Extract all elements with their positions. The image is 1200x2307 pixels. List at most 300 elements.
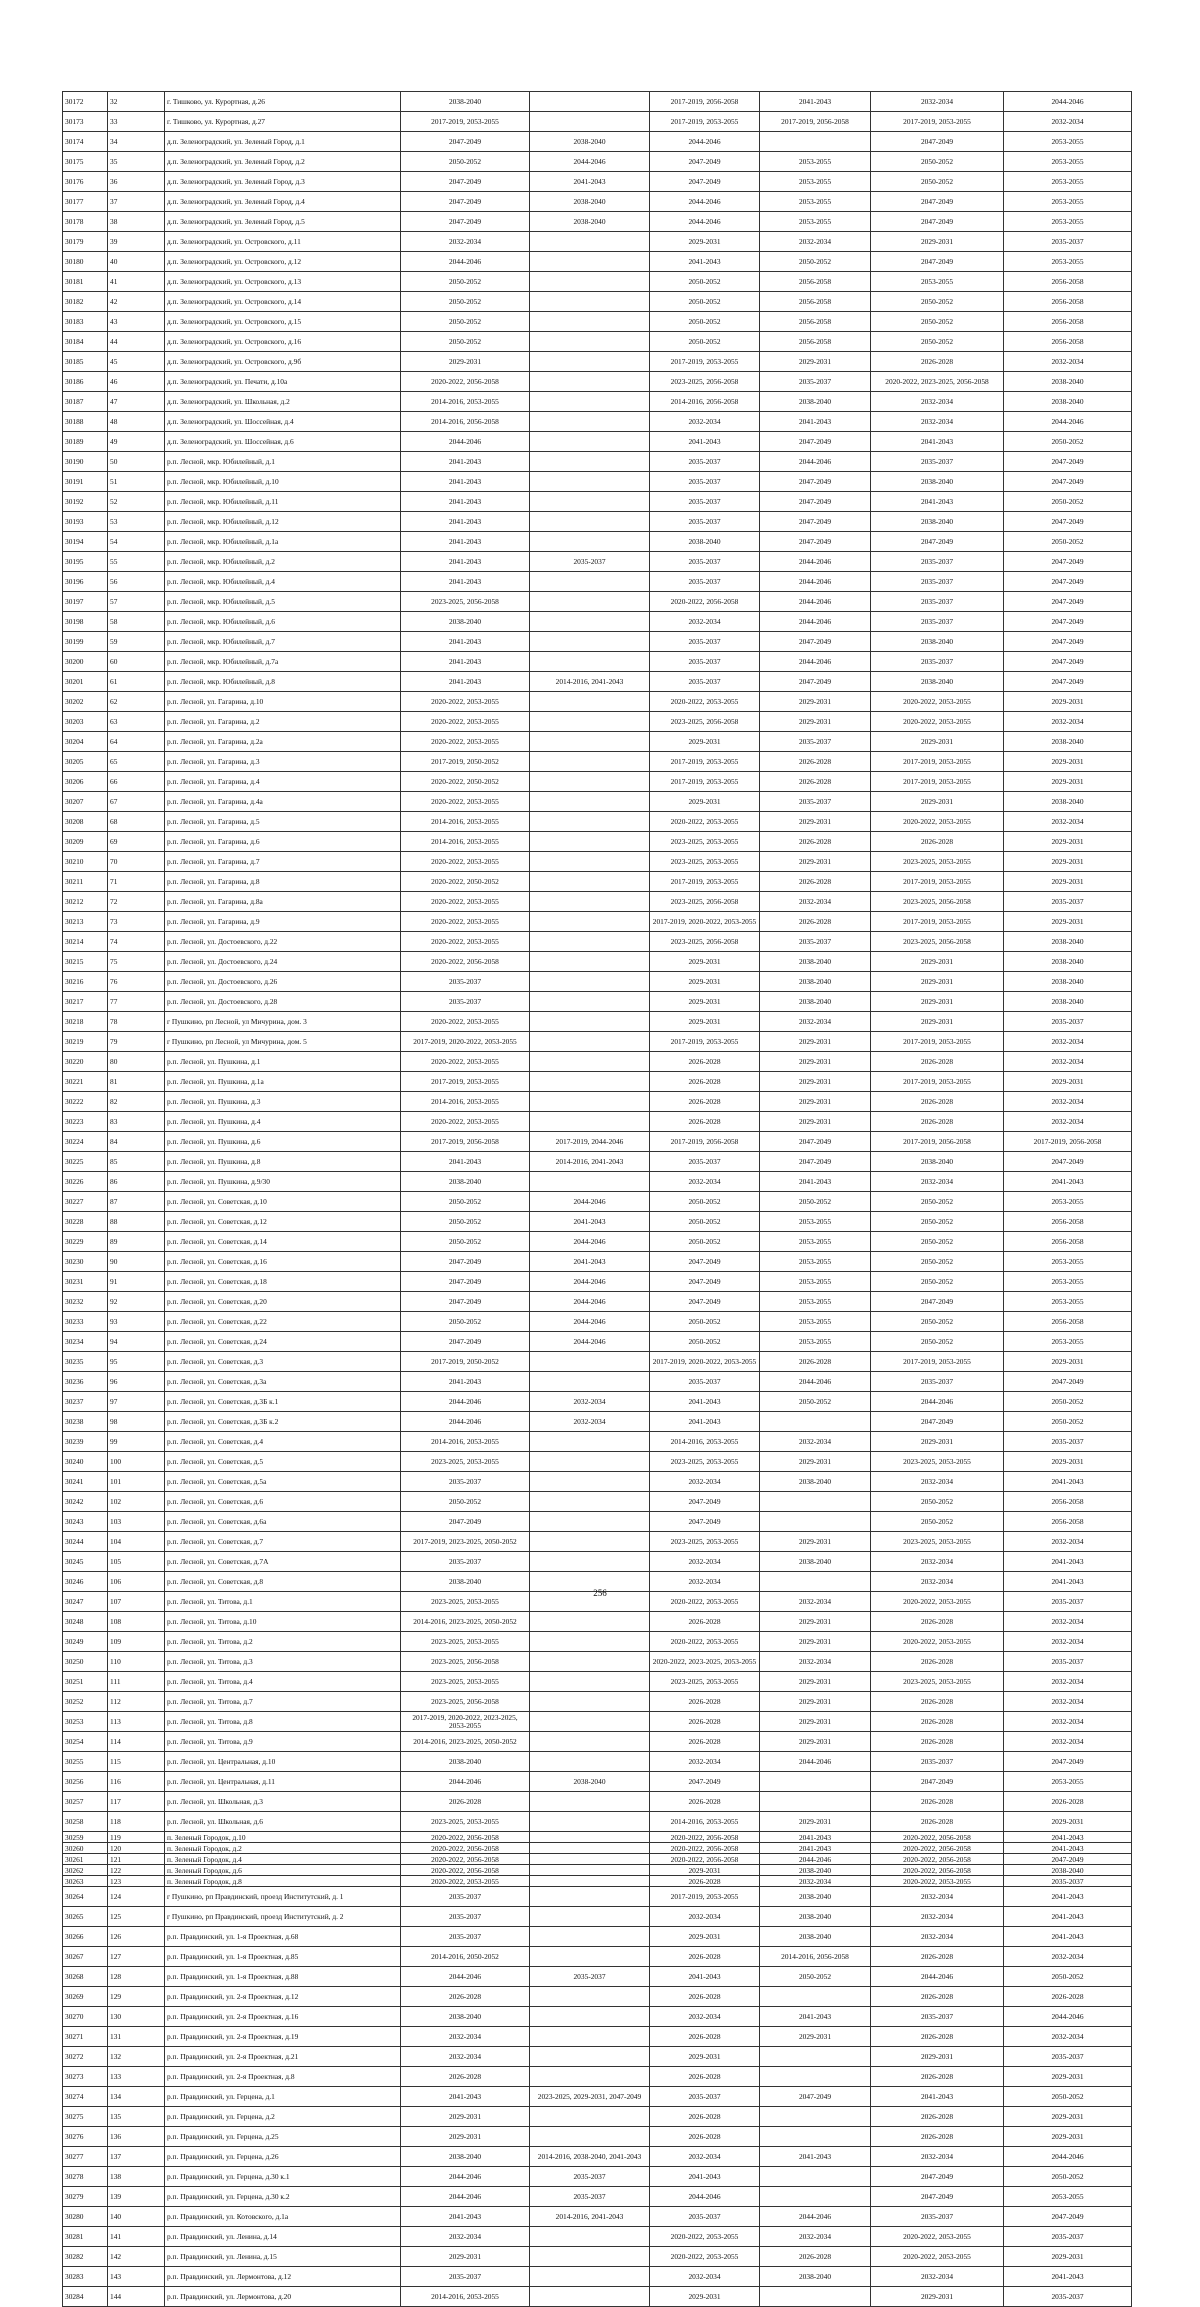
address-cell: д.п. Зеленоградский, ул. Островского, д.15 [165,312,401,332]
period-6-cell: 2047-2049 [1004,1372,1132,1392]
period-2-cell [530,772,650,792]
period-1-cell: 2020-2022, 2053-2055 [401,1012,530,1032]
record-id-cell: 30174 [63,132,108,152]
row-number-cell: 69 [108,832,165,852]
period-3-cell: 2020-2022, 2056-2058 [650,592,760,612]
period-5-cell: 2044-2046 [871,1392,1004,1412]
period-2-cell: 2014-2016, 2041-2043 [530,2207,650,2227]
row-number-cell: 84 [108,1132,165,1152]
record-id-cell: 30183 [63,312,108,332]
row-number-cell: 128 [108,1967,165,1987]
period-3-cell: 2020-2022, 2053-2055 [650,812,760,832]
period-4-cell: 2050-2052 [760,1967,871,1987]
period-3-cell: 2035-2037 [650,492,760,512]
period-1-cell: 2044-2046 [401,252,530,272]
period-3-cell: 2026-2028 [650,1092,760,1112]
period-5-cell: 2038-2040 [871,1152,1004,1172]
period-5-cell: 2020-2022, 2056-2058 [871,1832,1004,1843]
period-6-cell: 2029-2031 [1004,1072,1132,1092]
period-1-cell: 2017-2019, 2053-2055 [401,1072,530,1092]
period-6-cell: 2035-2037 [1004,1876,1132,1887]
period-1-cell: 2050-2052 [401,332,530,352]
period-4-cell: 2026-2028 [760,752,871,772]
period-1-cell: 2020-2022, 2053-2055 [401,1876,530,1887]
table-row [63,1512,1132,1532]
period-5-cell: 2047-2049 [871,1412,1004,1432]
period-2-cell [530,332,650,352]
period-5-cell: 2026-2028 [871,1947,1004,1967]
row-number-cell: 66 [108,772,165,792]
table-body [63,92,1132,2307]
address-cell: р.п. Лесной, ул. Советская, д.4 [165,1432,401,1452]
period-5-cell: 2029-2031 [871,732,1004,752]
period-6-cell: 2032-2034 [1004,1052,1132,1072]
period-2-cell [530,112,650,132]
period-3-cell: 2023-2025, 2056-2058 [650,712,760,732]
row-number-cell: 115 [108,1752,165,1772]
period-3-cell: 2041-2043 [650,1967,760,1987]
table-row [63,1212,1132,1232]
table-row [63,1907,1132,1927]
period-3-cell: 2017-2019, 2053-2055 [650,1032,760,1052]
period-4-cell: 2044-2046 [760,652,871,672]
row-number-cell: 74 [108,932,165,952]
table-row [63,832,1132,852]
period-4-cell: 2029-2031 [760,712,871,732]
period-2-cell [530,592,650,612]
period-2-cell [530,1612,650,1632]
period-1-cell: 2047-2049 [401,172,530,192]
period-2-cell [530,1712,650,1732]
period-1-cell: 2041-2043 [401,1152,530,1172]
period-6-cell: 2056-2058 [1004,1492,1132,1512]
period-5-cell: 2050-2052 [871,1332,1004,1352]
address-cell: р.п. Лесной, ул. Гагарина, д.8а [165,892,401,912]
address-cell: р.п. Лесной, ул. Достоевского, д.26 [165,972,401,992]
row-number-cell: 113 [108,1712,165,1732]
period-3-cell: 2023-2025, 2053-2055 [650,832,760,852]
table-row [63,2027,1132,2047]
row-number-cell: 41 [108,272,165,292]
row-number-cell: 103 [108,1512,165,1532]
address-cell: р.п. Лесной, ул. Гагарина, д.3 [165,752,401,772]
period-1-cell: 2038-2040 [401,1172,530,1192]
period-4-cell: 2044-2046 [760,2207,871,2227]
address-cell: д.п. Зеленоградский, ул. Островского, д.14 [165,292,401,312]
address-cell: р.п. Лесной, ул. Центральная, д.11 [165,1772,401,1792]
period-3-cell: 2020-2022, 2056-2058 [650,1843,760,1854]
period-5-cell: 2047-2049 [871,1772,1004,1792]
period-1-cell: 2038-2040 [401,612,530,632]
period-5-cell: 2050-2052 [871,312,1004,332]
period-5-cell: 2020-2022, 2023-2025, 2056-2058 [871,372,1004,392]
table-row [63,252,1132,272]
record-id-cell: 30196 [63,572,108,592]
period-4-cell: 2053-2055 [760,212,871,232]
row-number-cell: 65 [108,752,165,772]
period-6-cell: 2041-2043 [1004,1843,1132,1854]
record-id-cell: 30263 [63,1876,108,1887]
period-1-cell: 2032-2034 [401,2047,530,2067]
period-5-cell: 2026-2028 [871,1792,1004,1812]
period-3-cell: 2029-2031 [650,792,760,812]
period-1-cell: 2017-2019, 2050-2052 [401,752,530,772]
table-row [63,572,1132,592]
period-4-cell: 2038-2040 [760,1472,871,1492]
period-3-cell: 2050-2052 [650,332,760,352]
period-2-cell [530,932,650,952]
table-row [63,1152,1132,1172]
period-4-cell: 2050-2052 [760,252,871,272]
address-cell: р.п. Правдинский, ул. Ленина, д.14 [165,2227,401,2247]
record-id-cell: 30274 [63,2087,108,2107]
table-row [63,1132,1132,1152]
table-row [63,772,1132,792]
period-3-cell: 2029-2031 [650,1927,760,1947]
period-1-cell: 2041-2043 [401,452,530,472]
period-6-cell: 2032-2034 [1004,1032,1132,1052]
period-4-cell: 2017-2019, 2056-2058 [760,112,871,132]
period-5-cell: 2029-2031 [871,2047,1004,2067]
period-4-cell: 2029-2031 [760,692,871,712]
period-6-cell: 2047-2049 [1004,472,1132,492]
record-id-cell: 30239 [63,1432,108,1452]
row-number-cell: 80 [108,1052,165,1072]
table-row [63,1352,1132,1372]
period-3-cell: 2041-2043 [650,1392,760,1412]
row-number-cell: 56 [108,572,165,592]
row-number-cell: 131 [108,2027,165,2047]
table-row [63,1672,1132,1692]
period-4-cell [760,132,871,152]
period-1-cell: 2017-2019, 2020-2022, 2053-2055 [401,1032,530,1052]
table-row [63,1865,1132,1876]
period-2-cell [530,1832,650,1843]
record-id-cell: 30235 [63,1352,108,1372]
row-number-cell: 133 [108,2067,165,2087]
period-4-cell [760,2047,871,2067]
record-id-cell: 30243 [63,1512,108,1532]
period-5-cell: 2047-2049 [871,252,1004,272]
period-2-cell: 2014-2016, 2041-2043 [530,1152,650,1172]
period-4-cell: 2029-2031 [760,1532,871,1552]
period-1-cell: 2023-2025, 2053-2055 [401,1592,530,1612]
record-id-cell: 30276 [63,2127,108,2147]
period-2-cell: 2023-2025, 2029-2031, 2047-2049 [530,2087,650,2107]
period-6-cell: 2056-2058 [1004,1512,1132,1532]
address-cell: р.п. Лесной, ул. Центральная, д.10 [165,1752,401,1772]
period-5-cell: 2050-2052 [871,152,1004,172]
period-5-cell: 2032-2034 [871,2267,1004,2287]
period-6-cell: 2056-2058 [1004,272,1132,292]
period-3-cell: 2032-2034 [650,612,760,632]
address-cell: р.п. Лесной, ул. Школьная, д.6 [165,1812,401,1832]
period-1-cell: 2035-2037 [401,1472,530,1492]
period-3-cell: 2032-2034 [650,1472,760,1492]
address-cell: р.п. Лесной, ул. Достоевского, д.28 [165,992,401,1012]
period-5-cell: 2026-2028 [871,1712,1004,1732]
period-6-cell: 2050-2052 [1004,492,1132,512]
period-3-cell: 2026-2028 [650,1792,760,1812]
record-id-cell: 30240 [63,1452,108,1472]
record-id-cell: 30190 [63,452,108,472]
page-number: 256 [593,1588,607,1598]
period-5-cell: 2017-2019, 2053-2055 [871,772,1004,792]
period-5-cell: 2032-2034 [871,412,1004,432]
table-row [63,2227,1132,2247]
row-number-cell: 86 [108,1172,165,1192]
period-4-cell: 2029-2031 [760,1052,871,1072]
period-3-cell: 2026-2028 [650,1876,760,1887]
period-5-cell: 2029-2031 [871,792,1004,812]
record-id-cell: 30261 [63,1854,108,1865]
address-cell: д.п. Зеленоградский, ул. Островского, д.11 [165,232,401,252]
period-4-cell: 2041-2043 [760,412,871,432]
address-cell: р.п. Правдинский, ул. 1-я Проектная, д.85 [165,1947,401,1967]
address-cell: р.п. Правдинский, ул. Герцена, д.1 [165,2087,401,2107]
row-number-cell: 111 [108,1672,165,1692]
row-number-cell: 108 [108,1612,165,1632]
record-id-cell: 30175 [63,152,108,172]
period-6-cell: 2017-2019, 2056-2058 [1004,1132,1132,1152]
table-row [63,1492,1132,1512]
period-2-cell [530,1887,650,1907]
record-id-cell: 30211 [63,872,108,892]
period-5-cell: 2026-2028 [871,1692,1004,1712]
period-5-cell: 2032-2034 [871,1552,1004,1572]
table-row [63,2167,1132,2187]
address-cell: р.п. Правдинский, ул. Ленина, д.15 [165,2247,401,2267]
period-3-cell: 2026-2028 [650,1072,760,1092]
period-6-cell: 2053-2055 [1004,1192,1132,1212]
table-row [63,1927,1132,1947]
period-4-cell: 2035-2037 [760,932,871,952]
period-5-cell: 2047-2049 [871,192,1004,212]
period-2-cell [530,1472,650,1492]
period-1-cell: 2041-2043 [401,1372,530,1392]
period-2-cell [530,392,650,412]
period-6-cell: 2053-2055 [1004,192,1132,212]
period-1-cell: 2017-2019, 2023-2025, 2050-2052 [401,1532,530,1552]
period-5-cell: 2035-2037 [871,1372,1004,1392]
period-6-cell: 2035-2037 [1004,232,1132,252]
table-row [63,392,1132,412]
period-6-cell: 2038-2040 [1004,992,1132,1012]
period-6-cell: 2029-2031 [1004,852,1132,872]
period-6-cell: 2032-2034 [1004,1112,1132,1132]
table-row [63,1832,1132,1843]
address-cell: г Пушкино, рп Правдинский, проезд Институтский, д. 1 [165,1887,401,1907]
period-6-cell: 2047-2049 [1004,572,1132,592]
period-4-cell: 2041-2043 [760,2007,871,2027]
row-number-cell: 42 [108,292,165,312]
address-cell: р.п. Правдинский, ул. Герцена, д.26 [165,2147,401,2167]
period-4-cell: 2047-2049 [760,512,871,532]
address-cell: р.п. Лесной, ул. Гагарина, д.2а [165,732,401,752]
period-2-cell [530,412,650,432]
table-row [63,1752,1132,1772]
period-2-cell: 2041-2043 [530,1252,650,1272]
table-row [63,792,1132,812]
address-cell: г. Тишково, ул. Курортная, д.26 [165,92,401,112]
period-5-cell: 2032-2034 [871,1472,1004,1492]
period-3-cell: 2017-2019, 2056-2058 [650,1132,760,1152]
row-number-cell: 125 [108,1907,165,1927]
period-5-cell: 2029-2031 [871,972,1004,992]
period-5-cell: 2029-2031 [871,232,1004,252]
row-number-cell: 141 [108,2227,165,2247]
period-3-cell: 2047-2049 [650,152,760,172]
period-3-cell: 2047-2049 [650,1292,760,1312]
address-cell: р.п. Лесной, мкр. Юбилейный, д.11 [165,492,401,512]
period-6-cell: 2032-2034 [1004,712,1132,732]
document-table-container [62,91,1131,2307]
period-3-cell: 2020-2022, 2053-2055 [650,1632,760,1652]
period-3-cell: 2020-2022, 2056-2058 [650,1854,760,1865]
period-4-cell: 2032-2034 [760,232,871,252]
table-row [63,2007,1132,2027]
row-number-cell: 50 [108,452,165,472]
period-2-cell [530,712,650,732]
period-6-cell: 2032-2034 [1004,1612,1132,1632]
table-row [63,1272,1132,1292]
period-1-cell: 2050-2052 [401,1212,530,1232]
period-5-cell: 2035-2037 [871,452,1004,472]
period-5-cell: 2038-2040 [871,512,1004,532]
record-id-cell: 30197 [63,592,108,612]
record-id-cell: 30217 [63,992,108,1012]
period-4-cell: 2053-2055 [760,152,871,172]
period-4-cell: 2035-2037 [760,792,871,812]
period-4-cell: 2038-2040 [760,1927,871,1947]
period-5-cell: 2020-2022, 2053-2055 [871,712,1004,732]
period-1-cell: 2044-2046 [401,1392,530,1412]
period-1-cell: 2020-2022, 2053-2055 [401,732,530,752]
period-6-cell: 2032-2034 [1004,1712,1132,1732]
period-6-cell: 2053-2055 [1004,2187,1132,2207]
period-3-cell: 2035-2037 [650,1152,760,1172]
row-number-cell: 87 [108,1192,165,1212]
table-row [63,1772,1132,1792]
address-cell: р.п. Лесной, ул. Гагарина, д.5 [165,812,401,832]
period-3-cell: 2035-2037 [650,512,760,532]
period-5-cell: 2047-2049 [871,2187,1004,2207]
period-4-cell: 2047-2049 [760,632,871,652]
period-4-cell: 2044-2046 [760,612,871,632]
period-6-cell: 2044-2046 [1004,92,1132,112]
period-2-cell: 2041-2043 [530,1212,650,1232]
address-cell: р.п. Лесной, ул. Советская, д.5 [165,1452,401,1472]
period-5-cell: 2032-2034 [871,1887,1004,1907]
row-number-cell: 98 [108,1412,165,1432]
record-id-cell: 30192 [63,492,108,512]
period-4-cell: 2014-2016, 2056-2058 [760,1947,871,1967]
record-id-cell: 30180 [63,252,108,272]
period-3-cell: 2035-2037 [650,572,760,592]
period-1-cell: 2035-2037 [401,1887,530,1907]
period-1-cell: 2047-2049 [401,212,530,232]
period-3-cell: 2026-2028 [650,1712,760,1732]
period-5-cell: 2035-2037 [871,2007,1004,2027]
address-cell: р.п. Лесной, ул. Гагарина, д.4а [165,792,401,812]
period-4-cell: 2047-2049 [760,432,871,452]
row-number-cell: 36 [108,172,165,192]
row-number-cell: 39 [108,232,165,252]
period-5-cell: 2017-2019, 2053-2055 [871,112,1004,132]
period-3-cell: 2050-2052 [650,1212,760,1232]
period-1-cell: 2020-2022, 2050-2052 [401,872,530,892]
record-id-cell: 30271 [63,2027,108,2047]
period-2-cell: 2014-2016, 2041-2043 [530,672,650,692]
period-4-cell: 2053-2055 [760,1232,871,1252]
period-6-cell: 2038-2040 [1004,932,1132,952]
period-5-cell: 2017-2019, 2053-2055 [871,752,1004,772]
address-cell: р.п. Лесной, ул. Титова, д.7 [165,1692,401,1712]
address-cell: р.п. Лесной, ул. Советская, д.6а [165,1512,401,1532]
record-id-cell: 30208 [63,812,108,832]
period-6-cell: 2032-2034 [1004,812,1132,832]
record-id-cell: 30210 [63,852,108,872]
period-5-cell: 2017-2019, 2053-2055 [871,1352,1004,1372]
address-cell: р.п. Лесной, ул. Советская, д.10 [165,1192,401,1212]
period-3-cell: 2014-2016, 2053-2055 [650,1812,760,1832]
period-6-cell: 2050-2052 [1004,532,1132,552]
row-number-cell: 59 [108,632,165,652]
period-5-cell: 2035-2037 [871,552,1004,572]
record-id-cell: 30255 [63,1752,108,1772]
table-row [63,1252,1132,1272]
period-6-cell: 2032-2034 [1004,1092,1132,1112]
period-5-cell: 2047-2049 [871,212,1004,232]
period-5-cell: 2026-2028 [871,2107,1004,2127]
period-4-cell: 2029-2031 [760,352,871,372]
period-1-cell: 2032-2034 [401,2027,530,2047]
period-2-cell [530,1876,650,1887]
row-number-cell: 132 [108,2047,165,2067]
table-row [63,592,1132,612]
period-1-cell: 2014-2016, 2053-2055 [401,812,530,832]
period-1-cell: 2050-2052 [401,1192,530,1212]
period-3-cell: 2026-2028 [650,2107,760,2127]
table-row [63,1332,1132,1352]
period-4-cell: 2044-2046 [760,572,871,592]
table-row [63,692,1132,712]
period-3-cell: 2017-2019, 2053-2055 [650,872,760,892]
table-row [63,992,1132,1012]
row-number-cell: 99 [108,1432,165,1452]
record-id-cell: 30249 [63,1632,108,1652]
period-4-cell: 2056-2058 [760,312,871,332]
row-number-cell: 33 [108,112,165,132]
period-5-cell: 2023-2025, 2053-2055 [871,1532,1004,1552]
period-1-cell: 2044-2046 [401,432,530,452]
row-number-cell: 121 [108,1854,165,1865]
record-id-cell: 30199 [63,632,108,652]
period-2-cell [530,872,650,892]
period-1-cell: 2023-2025, 2053-2055 [401,1632,530,1652]
row-number-cell: 122 [108,1865,165,1876]
period-3-cell: 2026-2028 [650,2127,760,2147]
period-2-cell [530,852,650,872]
period-1-cell: 2050-2052 [401,1492,530,1512]
period-4-cell: 2038-2040 [760,992,871,1012]
period-5-cell: 2050-2052 [871,332,1004,352]
row-number-cell: 101 [108,1472,165,1492]
period-2-cell [530,912,650,932]
row-number-cell: 58 [108,612,165,632]
period-2-cell [530,812,650,832]
record-id-cell: 30250 [63,1652,108,1672]
